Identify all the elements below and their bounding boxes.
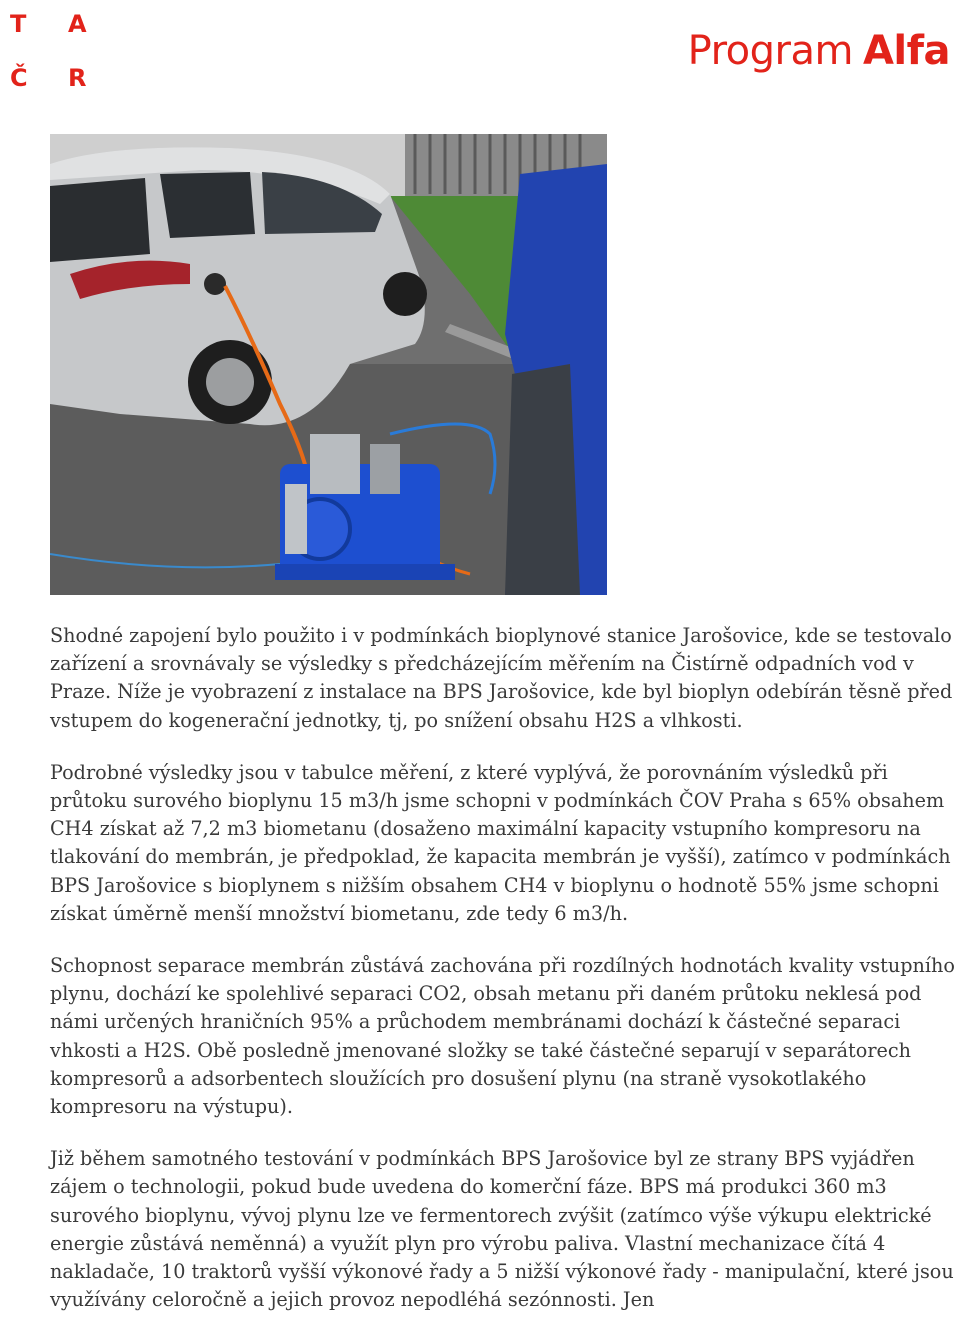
paragraph-3: Schopnost separace membrán zůstává zachována při rozdílných hodnotách kvality vstupního plynu, dochází ke spolehlivé separaci CO2, obsah metanu při daném průtoku neklesá pod námi určených hraničních 95% a průchodem membránami dochází k částečné separaci vhkosti a H2S. Obě posledně jmenované složky se také částečné separují v separátorech kompresorů a adsorbentech sloužících pro dosušení plynu (na straně vysokotlakého kompresoru na výstupu).: [50, 954, 955, 1119]
alfa-word: Alfa: [862, 28, 950, 74]
document-body: [50, 622, 955, 1338]
program-word: Program: [687, 28, 853, 74]
tacr-letter-r: R: [68, 64, 87, 92]
installation-photo-illustration: [50, 134, 607, 595]
paragraph-4: Již během samotného testování v podmínkách BPS Jarošovice byl ze strany BPS vyjádřen zájem o technologii, pokud bude uvedena do komerční fáze. BPS má produkci 360 m3 surového bioplynu, vývoj plynu lze ve fermentorech zvýšit (zatímco výše výkupu elektrické energie zůstává neměnná) a využít plyn pro výrobu paliva. Vlastní mechanizace čítá 4 nakladače, 10 traktorů vyšší výkonové řady a 5 nižší výkonové řady - manipulační, které jsou využívány celoročně a jejich provoz nepodléhá sezónnosti. Jen: [50, 1147, 954, 1312]
paragraph-2: Podrobné výsledky jsou v tabulce měření, z které vyplývá, že porovnáním výsledků při průtoku surového bioplynu 15 m3/h jsme schopni v podmínkách ČOV Praha s 65% obsahem CH4 získat až 7,2 m3 biometanu (dosaženo maximální kapacity vstupního kompresoru na tlakování do membrán, je předpoklad, že kapacita membrán je vyšší), zatímco v podmínkách BPS Jarošovice s bioplynem s nižším obsahem CH4 v bioplynu o hodnotě 55% jsme schopni získat úměrně menší množství biometanu, zde tedy 6 m3/h.: [50, 760, 951, 925]
installation-photo: [50, 134, 607, 595]
tacr-letter-a: A: [68, 10, 87, 38]
paragraph-1: Shodné zapojení bylo použito i v podmínkách bioplynové stanice Jarošovice, kde se testovalo zařízení a srovnávaly se výsledky s předcházejícím měřením na Čistírně odpadních vod v Praze. Níže je vyobrazení z instalace na BPS Jarošovice, kde byl bioplyn odebírán těsně před vstupem do kogenerační jednotky, tj, po snížení obsahu H2S a vlhkosti.: [50, 624, 953, 732]
program-alfa-logo: [688, 28, 950, 74]
tacr-letter-c: Č: [10, 64, 28, 92]
tacr-logo: [8, 6, 98, 92]
tacr-letter-t: T: [10, 10, 27, 38]
